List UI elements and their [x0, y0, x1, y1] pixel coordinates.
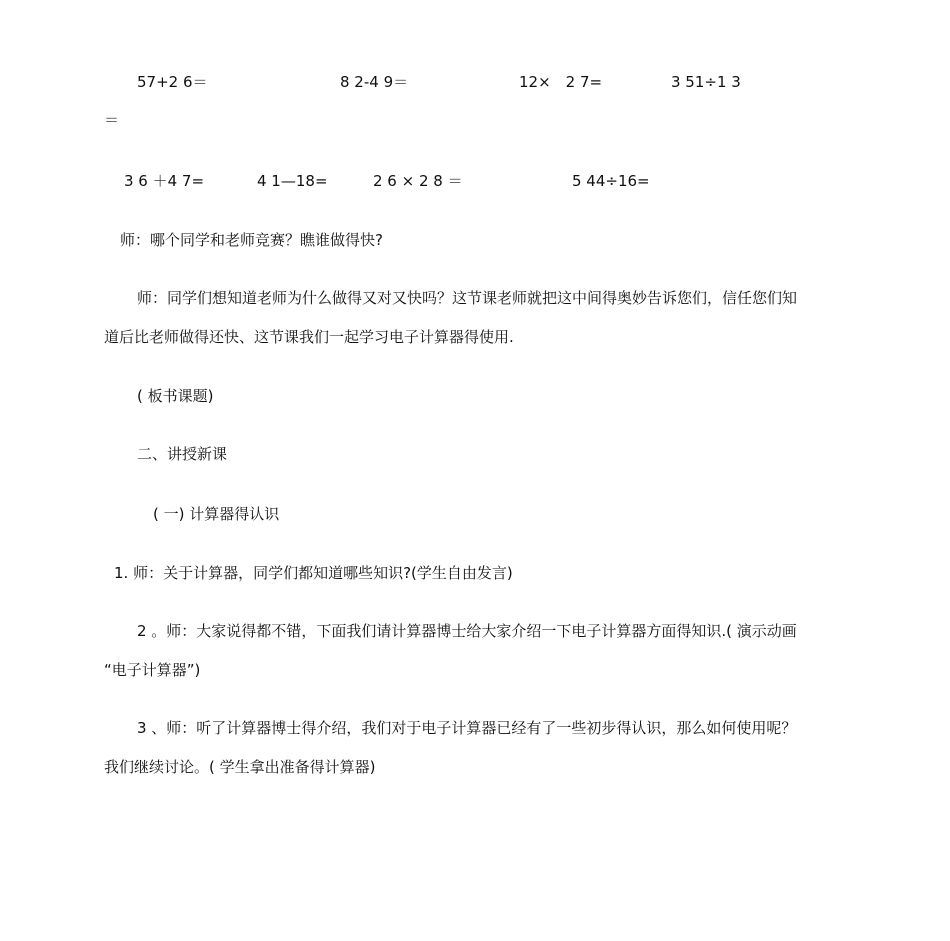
paragraph-board-title: ( 板书课题)	[137, 387, 214, 405]
problem-1-4: 3 51÷1 3	[671, 73, 741, 91]
paragraph-item-3-line1: 3 、师：听了计算器博士得介绍，我们对于电子计算器已经有了一些初步得认识，那么如何使用呢？	[137, 719, 797, 737]
problem-1-2: 8 2-4 9＝	[340, 73, 409, 91]
subsection-heading-calculator-intro: ( 一) 计算器得认识	[153, 505, 280, 523]
paragraph-item-2-line1: 2 。师：大家说得都不错，下面我们请计算器博士给大家介绍一下电子计算器方面得知识.( 演示动画	[137, 622, 797, 640]
problem-1-3: 12× 2 7=	[519, 73, 603, 91]
paragraph-item-1: 1. 师：关于计算器，同学们都知道哪些知识?(学生自由发言)	[114, 564, 513, 582]
section-heading-new-lesson: 二、讲授新课	[137, 445, 228, 463]
problem-1-4-continuation: ＝	[104, 111, 120, 129]
problem-1-1: 57+2 6＝	[137, 73, 208, 91]
paragraph-teacher-question-line2: 道后比老师做得还快、这节课我们一起学习电子计算器得使用.	[104, 328, 514, 346]
paragraph-teacher-question-line1: 师：同学们想知道老师为什么做得又对又快吗？这节课老师就把这中间得奥妙告诉您们，信任您们知	[137, 289, 798, 307]
paragraph-item-2-line2: “电子计算器”)	[104, 661, 201, 679]
problem-2-2: 4 1—18=	[257, 172, 328, 190]
problem-2-3: 2 6 × 2 8 ＝	[373, 172, 463, 190]
paragraph-item-3-line2: 我们继续讨论。( 学生拿出准备得计算器)	[104, 758, 376, 776]
problem-2-1: 3 6 ＋4 7=	[124, 172, 205, 190]
problem-2-4: 5 44÷16=	[572, 172, 650, 190]
paragraph-teacher-challenge: 师：哪个同学和老师竞赛？瞧谁做得快?	[120, 231, 383, 249]
